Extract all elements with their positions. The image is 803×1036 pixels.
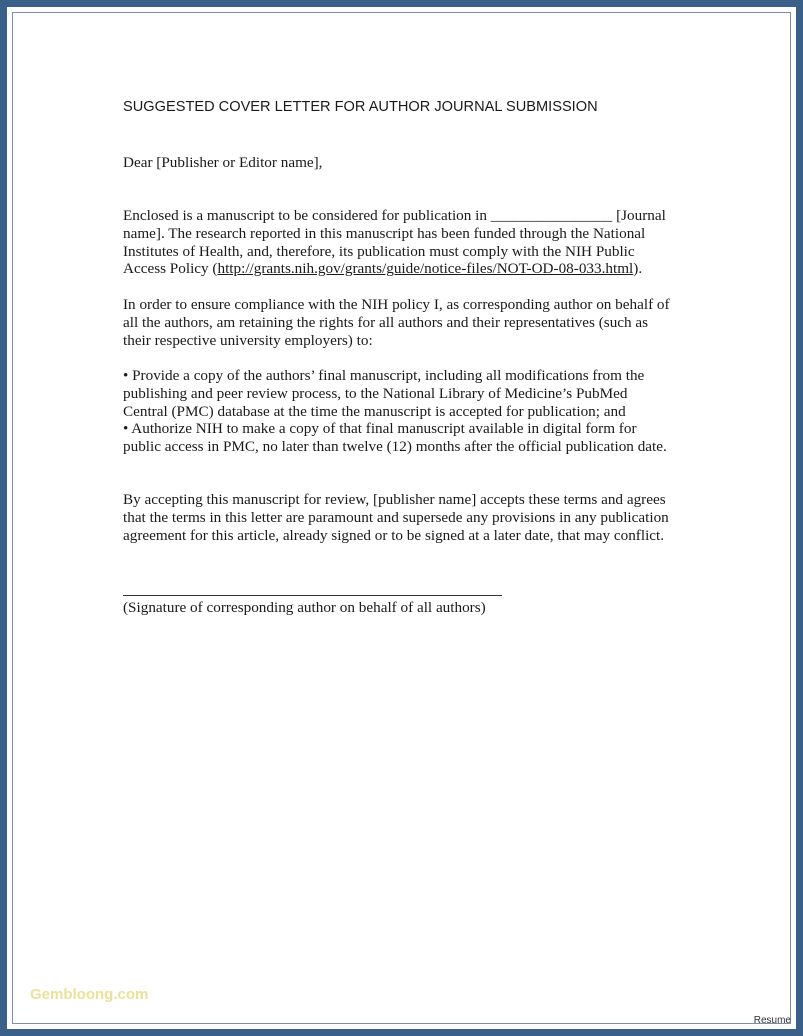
paragraph-2-line-1: In order to ensure compliance with the NIH policy I, as corresponding author on behalf of	[123, 296, 670, 313]
salutation-text: Dear [Publisher or Editor name],	[123, 154, 323, 171]
bullet-1-line-3: Central (PMC) database at the time the manuscript is accepted for publication; and	[123, 402, 626, 420]
paragraph-3-line-3: agreement for this article, already signed or to be signed at a later date, that may conflict.	[123, 526, 665, 544]
watermark: Gembloong.com	[30, 986, 149, 1003]
paragraph-3-line-2: that the terms in this letter are paramount and supersede any provisions in any publication	[123, 508, 669, 526]
bullet-2-line-1: • Authorize NIH to make a copy of that final manuscript available in digital form for	[123, 420, 637, 438]
paragraph-1-line-1: Enclosed is a manuscript to be considered for publication in ________________ [Journal	[123, 207, 666, 224]
salutation	[123, 154, 693, 172]
signature-line	[123, 595, 502, 596]
bullet-1-line-2: publishing and peer review process, to the National Library of Medicine’s PubMed	[123, 384, 628, 402]
paragraph-1-line-4	[123, 260, 693, 278]
signature-block	[123, 599, 693, 617]
paragraph-3-line-1: By accepting this manuscript for review, [publisher name] accepts these terms and agrees	[123, 491, 666, 508]
paragraph-1	[123, 207, 693, 278]
paragraph-2-line-3: their respective university employers) to:	[123, 331, 373, 349]
paragraph-1-line-3: Institutes of Health, and, therefore, its publication must comply with the NIH Public	[123, 242, 635, 260]
paragraph-2-line-2: all the authors, am retaining the rights for all authors and their representatives (such as	[123, 313, 649, 331]
paragraph-2	[123, 296, 693, 349]
paragraph-1-line-2: name]. The research reported in this manuscript has been funded through the National	[123, 224, 646, 242]
nih-policy-link[interactable]: http://grants.nih.gov/grants/guide/notice-files/NOT-OD-08-033.html	[217, 260, 634, 278]
policy-suffix: ).	[633, 260, 643, 278]
policy-prefix: Access Policy (	[123, 260, 218, 278]
bullet-1-line-1: • Provide a copy of the authors’ final manuscript, including all modifications from the	[123, 367, 645, 384]
document-title: SUGGESTED COVER LETTER FOR AUTHOR JOURNAL SUBMISSION	[123, 99, 598, 115]
bullet-2-line-2: public access in PMC, no later than twelve (12) months after the official publication date.	[123, 438, 667, 456]
signature-caption: (Signature of corresponding author on behalf of all authors)	[123, 599, 486, 616]
bullet-list	[123, 367, 693, 456]
paragraph-3	[123, 491, 693, 544]
corner-label: Resume	[753, 1015, 791, 1026]
